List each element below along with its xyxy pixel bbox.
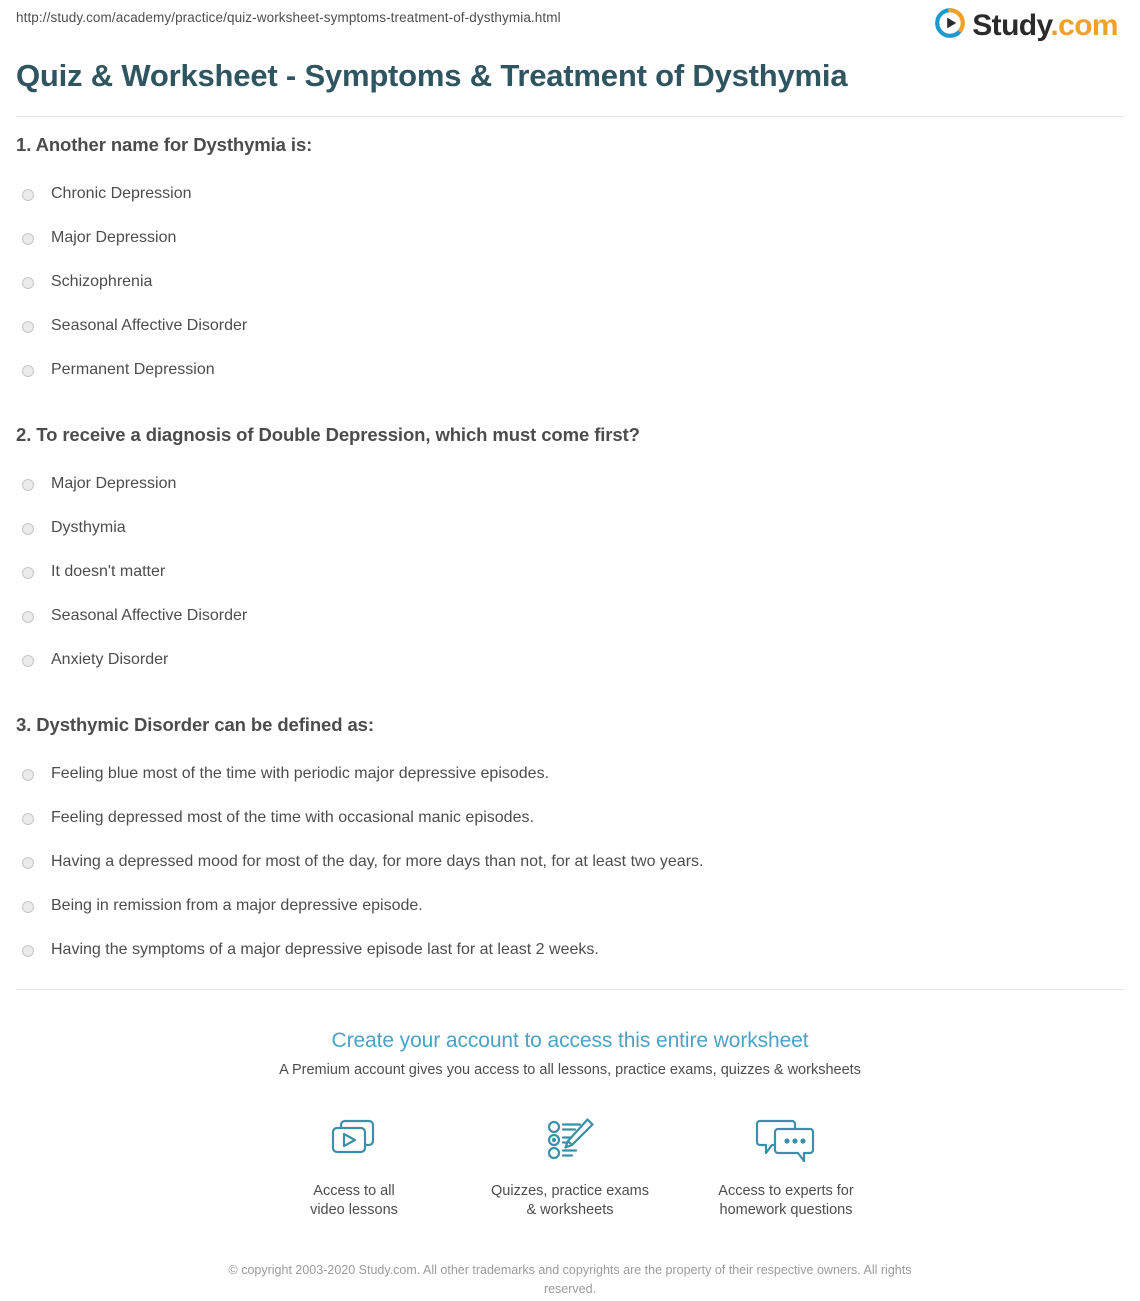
- option-row[interactable]: [16, 929, 1124, 973]
- radio-button-icon[interactable]: [22, 277, 34, 289]
- option-row[interactable]: [16, 217, 1124, 261]
- radio-button-icon[interactable]: [22, 321, 34, 333]
- question-text: 1. Another name for Dysthymia is:: [16, 133, 313, 155]
- option-row[interactable]: [16, 885, 1124, 929]
- option-row[interactable]: [16, 841, 1124, 885]
- option-label: Schizophrenia: [51, 273, 153, 291]
- radio-button-icon[interactable]: [22, 901, 34, 913]
- page-url: http://study.com/academy/practice/quiz-worksheet-symptoms-treatment-of-dysthymia.html: [16, 10, 561, 25]
- radio-button-icon[interactable]: [22, 233, 34, 245]
- quiz-checklist-pencil-icon: [462, 1112, 678, 1168]
- option-row[interactable]: [16, 261, 1124, 305]
- option-row[interactable]: [16, 595, 1124, 639]
- option-label: Seasonal Affective Disorder: [51, 317, 248, 335]
- option-label: Major Depression: [51, 475, 177, 493]
- logo-wordmark: [972, 8, 1118, 42]
- question-1: [16, 133, 1124, 393]
- copyright-notice: © copyright 2003-2020 Study.com. All other trademarks and copyrights are the property of their respective owners. All rights reserved.: [228, 1262, 912, 1296]
- option-label: Having the symptoms of a major depressive episode last for at least 2 weeks.: [51, 941, 599, 959]
- feature-label: Quizzes, practice exams & worksheets: [491, 1182, 649, 1219]
- chat-bubbles-icon: [678, 1112, 894, 1168]
- option-row[interactable]: [16, 797, 1124, 841]
- option-label: Having a depressed mood for most of the day, for more days than not, for at least two years.: [51, 853, 704, 871]
- option-label: Being in remission from a major depressive episode.: [51, 897, 423, 915]
- option-row[interactable]: [16, 463, 1124, 507]
- feature-video-lessons: [246, 1112, 462, 1221]
- questions-list: [16, 117, 1124, 973]
- option-label: It doesn't matter: [51, 563, 166, 581]
- option-row[interactable]: [16, 349, 1124, 393]
- option-row[interactable]: [16, 639, 1124, 683]
- radio-button-icon[interactable]: [22, 655, 34, 667]
- page-title: Quiz & Worksheet - Symptoms & Treatment of Dysthymia: [16, 58, 848, 93]
- option-label: Major Depression: [51, 229, 177, 247]
- promo-subtitle: A Premium account gives you access to all lessons, practice exams, quizzes & worksheets: [279, 1061, 861, 1078]
- feature-list: [16, 1112, 1124, 1221]
- premium-promo: [16, 990, 1124, 1299]
- question-text: 3. Dysthymic Disorder can be defined as:: [16, 713, 374, 735]
- option-label: Anxiety Disorder: [51, 651, 169, 669]
- feature-expert-help: [678, 1112, 894, 1221]
- feature-label: Access to all video lessons: [310, 1182, 398, 1219]
- radio-button-icon[interactable]: [22, 523, 34, 535]
- study-com-logo[interactable]: [935, 8, 1118, 43]
- options-list: [16, 463, 1124, 683]
- radio-button-icon[interactable]: [22, 365, 34, 377]
- option-label: Permanent Depression: [51, 361, 215, 379]
- option-row[interactable]: [16, 173, 1124, 217]
- options-list: [16, 173, 1124, 393]
- options-list: [16, 753, 1124, 973]
- feature-label: Access to experts for homework questions: [718, 1182, 854, 1219]
- logo-name: Study: [972, 8, 1051, 42]
- option-row[interactable]: [16, 753, 1124, 797]
- option-row[interactable]: [16, 551, 1124, 595]
- option-label: Chronic Depression: [51, 185, 192, 203]
- question-3: [16, 713, 1124, 973]
- question-text: 2. To receive a diagnosis of Double Depression, which must come first?: [16, 423, 640, 445]
- feature-quizzes-worksheets: [462, 1112, 678, 1221]
- create-account-link[interactable]: Create your account to access this entire worksheet: [331, 1028, 809, 1052]
- option-label: Feeling depressed most of the time with occasional manic episodes.: [51, 809, 534, 827]
- play-circle-icon: [935, 8, 965, 43]
- option-row[interactable]: [16, 507, 1124, 551]
- radio-button-icon[interactable]: [22, 189, 34, 201]
- radio-button-icon[interactable]: [22, 769, 34, 781]
- radio-button-icon[interactable]: [22, 813, 34, 825]
- radio-button-icon[interactable]: [22, 857, 34, 869]
- option-row[interactable]: [16, 305, 1124, 349]
- option-label: Dysthymia: [51, 519, 126, 537]
- radio-button-icon[interactable]: [22, 945, 34, 957]
- browser-header: [16, 0, 1124, 58]
- question-2: [16, 423, 1124, 683]
- option-label: Seasonal Affective Disorder: [51, 607, 248, 625]
- video-lessons-icon: [246, 1112, 462, 1168]
- option-label: Feeling blue most of the time with periodic major depressive episodes.: [51, 765, 550, 783]
- radio-button-icon[interactable]: [22, 611, 34, 623]
- radio-button-icon[interactable]: [22, 479, 34, 491]
- radio-button-icon[interactable]: [22, 567, 34, 579]
- logo-tld: .com: [1050, 8, 1118, 42]
